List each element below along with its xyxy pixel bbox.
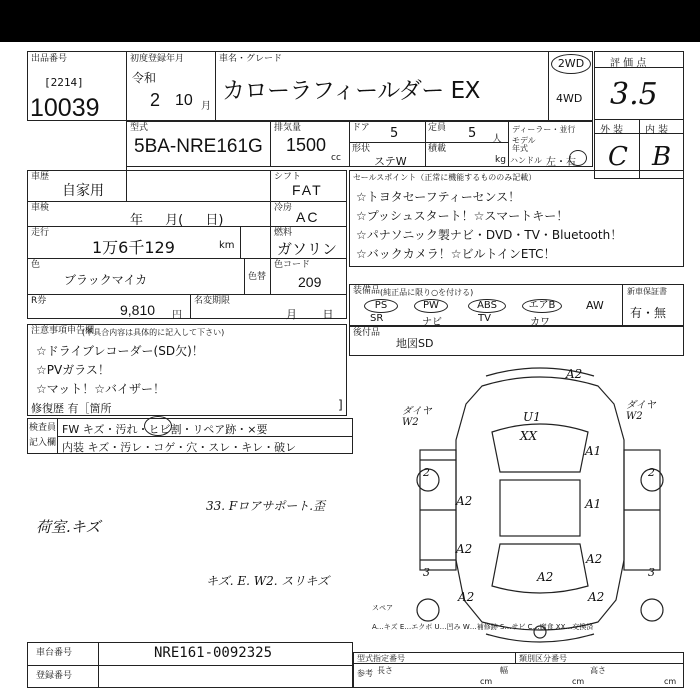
- capacity-label: 定員: [428, 123, 447, 133]
- color-label: 色: [31, 260, 41, 270]
- color: ブラックマイカ: [64, 273, 148, 287]
- km-unit: km: [219, 240, 235, 251]
- equip-abs: ABS: [468, 299, 506, 313]
- era: 令和: [132, 71, 157, 85]
- right-windshield-tag: ダイヤ W2: [626, 400, 656, 422]
- car-name: カローラフィールダー EX: [222, 78, 480, 104]
- dealer-label: ディーラー・並行: [512, 125, 576, 134]
- equip-pw: PW: [414, 299, 448, 313]
- month-unit: 月: [201, 101, 211, 112]
- width-label: 幅: [500, 666, 508, 675]
- rear-window: [492, 544, 588, 593]
- inspection: 年 月( 日): [130, 213, 224, 228]
- color-code-label: 色コード: [274, 260, 311, 270]
- aftermarket-label: 後付品: [353, 328, 381, 338]
- handle-label: ハンドル: [510, 156, 542, 165]
- auction-sheet: [0, 42, 700, 700]
- use: 自家用: [62, 183, 104, 199]
- displacement: 1500: [286, 135, 327, 155]
- registration-label: 登録番号: [36, 671, 73, 681]
- equip-aw: AW: [586, 299, 604, 312]
- kg-unit: kg: [495, 155, 506, 165]
- score: 3.5: [610, 77, 658, 112]
- shape: ステW: [374, 155, 407, 168]
- listing-no-label: 出品番号: [31, 54, 68, 64]
- notes-label: 注意事項申告欄: [31, 326, 95, 336]
- length-cm: cm: [480, 677, 493, 686]
- mileage: 1万6千129: [92, 238, 175, 257]
- class-label: 類別区分番号: [519, 654, 567, 663]
- drive-2wd: 2WD: [551, 54, 591, 74]
- cc-unit: cc: [331, 153, 341, 163]
- equip-sr: SR: [370, 313, 384, 324]
- tire-fl-grade: 2: [423, 466, 430, 479]
- color-change-label: 色替: [248, 272, 267, 282]
- capacity-unit: 人: [492, 134, 502, 145]
- equipment-sub: (純正品に限り○を付ける): [380, 288, 474, 297]
- ref-label: 参考: [357, 669, 373, 678]
- model-year-label: モデル 年式: [512, 136, 536, 153]
- tire-rl-grade: 3: [423, 566, 430, 579]
- length-label: 長さ: [377, 666, 393, 675]
- recycle-fee: 9,810: [120, 302, 156, 318]
- mark-right-rear: A2: [586, 552, 603, 566]
- diagram-legend: A…キズ E…エクボ U…凹み W…補修跡 S…サビ C…腐食 XX…交換済: [372, 623, 594, 631]
- shift: FAT: [292, 182, 323, 198]
- mark-right-fender: A1: [585, 444, 602, 458]
- first-reg-month: 10: [175, 92, 193, 109]
- fuel: ガソリン: [277, 240, 338, 258]
- interior-label: 内 装: [645, 125, 669, 136]
- yen-unit: 円: [172, 310, 182, 321]
- handwritten-note-1: 33. Fロアサポート.歪: [206, 499, 326, 513]
- mark-left-door: A2: [456, 494, 473, 508]
- inspector-label-2: 記入欄: [29, 438, 57, 448]
- handle-right-circle: [569, 150, 587, 166]
- warranty-label: 新車保証書: [627, 287, 667, 296]
- tire-rear-right: [641, 599, 663, 621]
- tire-fr-grade: 2: [648, 466, 655, 479]
- width-cm: cm: [572, 677, 585, 686]
- interior-grade: B: [652, 142, 672, 172]
- model-label: 型式: [130, 123, 149, 133]
- warranty: 有・無: [630, 306, 667, 320]
- equip-ps: PS: [364, 299, 398, 313]
- mileage-label: 走行: [31, 228, 50, 238]
- tire-rr-grade: 3: [648, 566, 655, 579]
- mark-rear-left-quarter: A2: [458, 590, 475, 604]
- capacity: 5: [468, 126, 477, 141]
- equip-leather: カワ: [530, 317, 550, 328]
- score-label: 評 価 点: [610, 58, 647, 69]
- repair-history: 修復歴 有［箇所: [31, 402, 112, 415]
- selling-point-4: ☆バックカメラ！☆ビルトインETC！: [356, 247, 556, 261]
- inspector-mark-circle: [144, 416, 172, 436]
- shift-label: シフト: [274, 172, 302, 182]
- displacement-label: 排気量: [274, 123, 302, 133]
- deadline-label: 名変期限: [194, 296, 231, 306]
- handle: 左・右: [546, 157, 576, 168]
- note-2: ☆PVガラス！: [36, 363, 110, 377]
- first-reg-year: 2: [150, 90, 161, 110]
- handwritten-note-2: キズ. E. W2. スリキズ: [206, 574, 330, 588]
- equipment-label: 装備品: [353, 286, 381, 296]
- roof: [500, 480, 580, 536]
- ac-label: 冷房: [274, 203, 293, 213]
- mark-left-rear: A2: [456, 542, 473, 556]
- repair-bracket-close: ]: [338, 398, 343, 412]
- mark-hood-xx: XX: [520, 429, 538, 443]
- selling-point-3: ☆パナソニック製ナビ・DVD・TV・Bluetooth！: [356, 228, 623, 242]
- height-cm: cm: [664, 677, 677, 686]
- exterior-grade: C: [608, 142, 628, 172]
- mark-rear-gate: A2: [537, 570, 554, 584]
- selling-points-label: セールスポイント（正常に機能するもののみ記載）: [353, 173, 537, 182]
- use-label: 車歴: [31, 172, 50, 182]
- drive-4wd: 4WD: [556, 92, 583, 105]
- fuel-label: 燃料: [274, 228, 293, 238]
- model-code: 5BA-NRE161G: [134, 136, 263, 157]
- equip-navi: ナビ: [422, 317, 442, 328]
- windshield: [492, 424, 588, 472]
- doors: 5: [390, 126, 399, 141]
- shape-label: 形状: [352, 144, 371, 154]
- chassis-label: 車台番号: [36, 648, 73, 658]
- equip-airbag: エアB: [522, 299, 562, 313]
- mark-rear-right-quarter: A2: [588, 590, 605, 604]
- recycle-label: R券: [31, 296, 47, 306]
- color-code: 209: [298, 274, 322, 290]
- inspector-row-2: 内装 キズ・汚レ・コゲ・穴・スレ・キレ・破レ: [62, 441, 297, 454]
- load-label: 積載: [428, 144, 447, 154]
- deadline: 月 日: [286, 308, 334, 321]
- inspector-label-1: 検査員: [29, 423, 57, 433]
- type-cert-label: 型式指定番号: [357, 654, 405, 663]
- exterior-label: 外 装: [600, 125, 624, 136]
- first-reg-label: 初度登録年月: [130, 54, 185, 64]
- car-name-label: 車名・グレード: [219, 54, 283, 64]
- note-3: ☆マット！☆バイザー！: [36, 382, 166, 396]
- listing-no-sub: [2214]: [44, 76, 84, 89]
- aftermarket-value: 地図SD: [396, 337, 434, 350]
- handwritten-left: 荷室.キズ: [36, 518, 101, 536]
- ac: AC: [296, 209, 320, 225]
- doors-label: ドア: [352, 123, 370, 133]
- spare-label: スペア: [372, 604, 393, 612]
- listing-no: 10039: [30, 94, 100, 122]
- height-label: 高さ: [590, 666, 606, 675]
- mark-right-door: A1: [585, 497, 602, 511]
- inspector-row-1: FW キズ・汚れ・ヒビ割・リペア跡・×要: [62, 423, 268, 436]
- inspection-label: 車検: [31, 203, 50, 213]
- selling-point-2: ☆プッシュスタート！☆スマートキー！: [356, 209, 569, 223]
- chassis-number: NRE161-0092325: [154, 645, 273, 661]
- selling-point-1: ☆トヨタセーフティーセンス！: [356, 190, 521, 204]
- left-windshield-tag: ダイヤ W2: [402, 406, 432, 428]
- mark-front-bumper: A2: [566, 367, 583, 381]
- tire-rear-left: [417, 599, 439, 621]
- equip-tv: TV: [478, 313, 491, 324]
- note-1: ☆ドライブレコーダー(SD欠)！: [36, 344, 204, 358]
- mark-hood: U1: [523, 410, 541, 424]
- notes-sub: (不具合内容は具体的に記入して下さい): [82, 328, 225, 337]
